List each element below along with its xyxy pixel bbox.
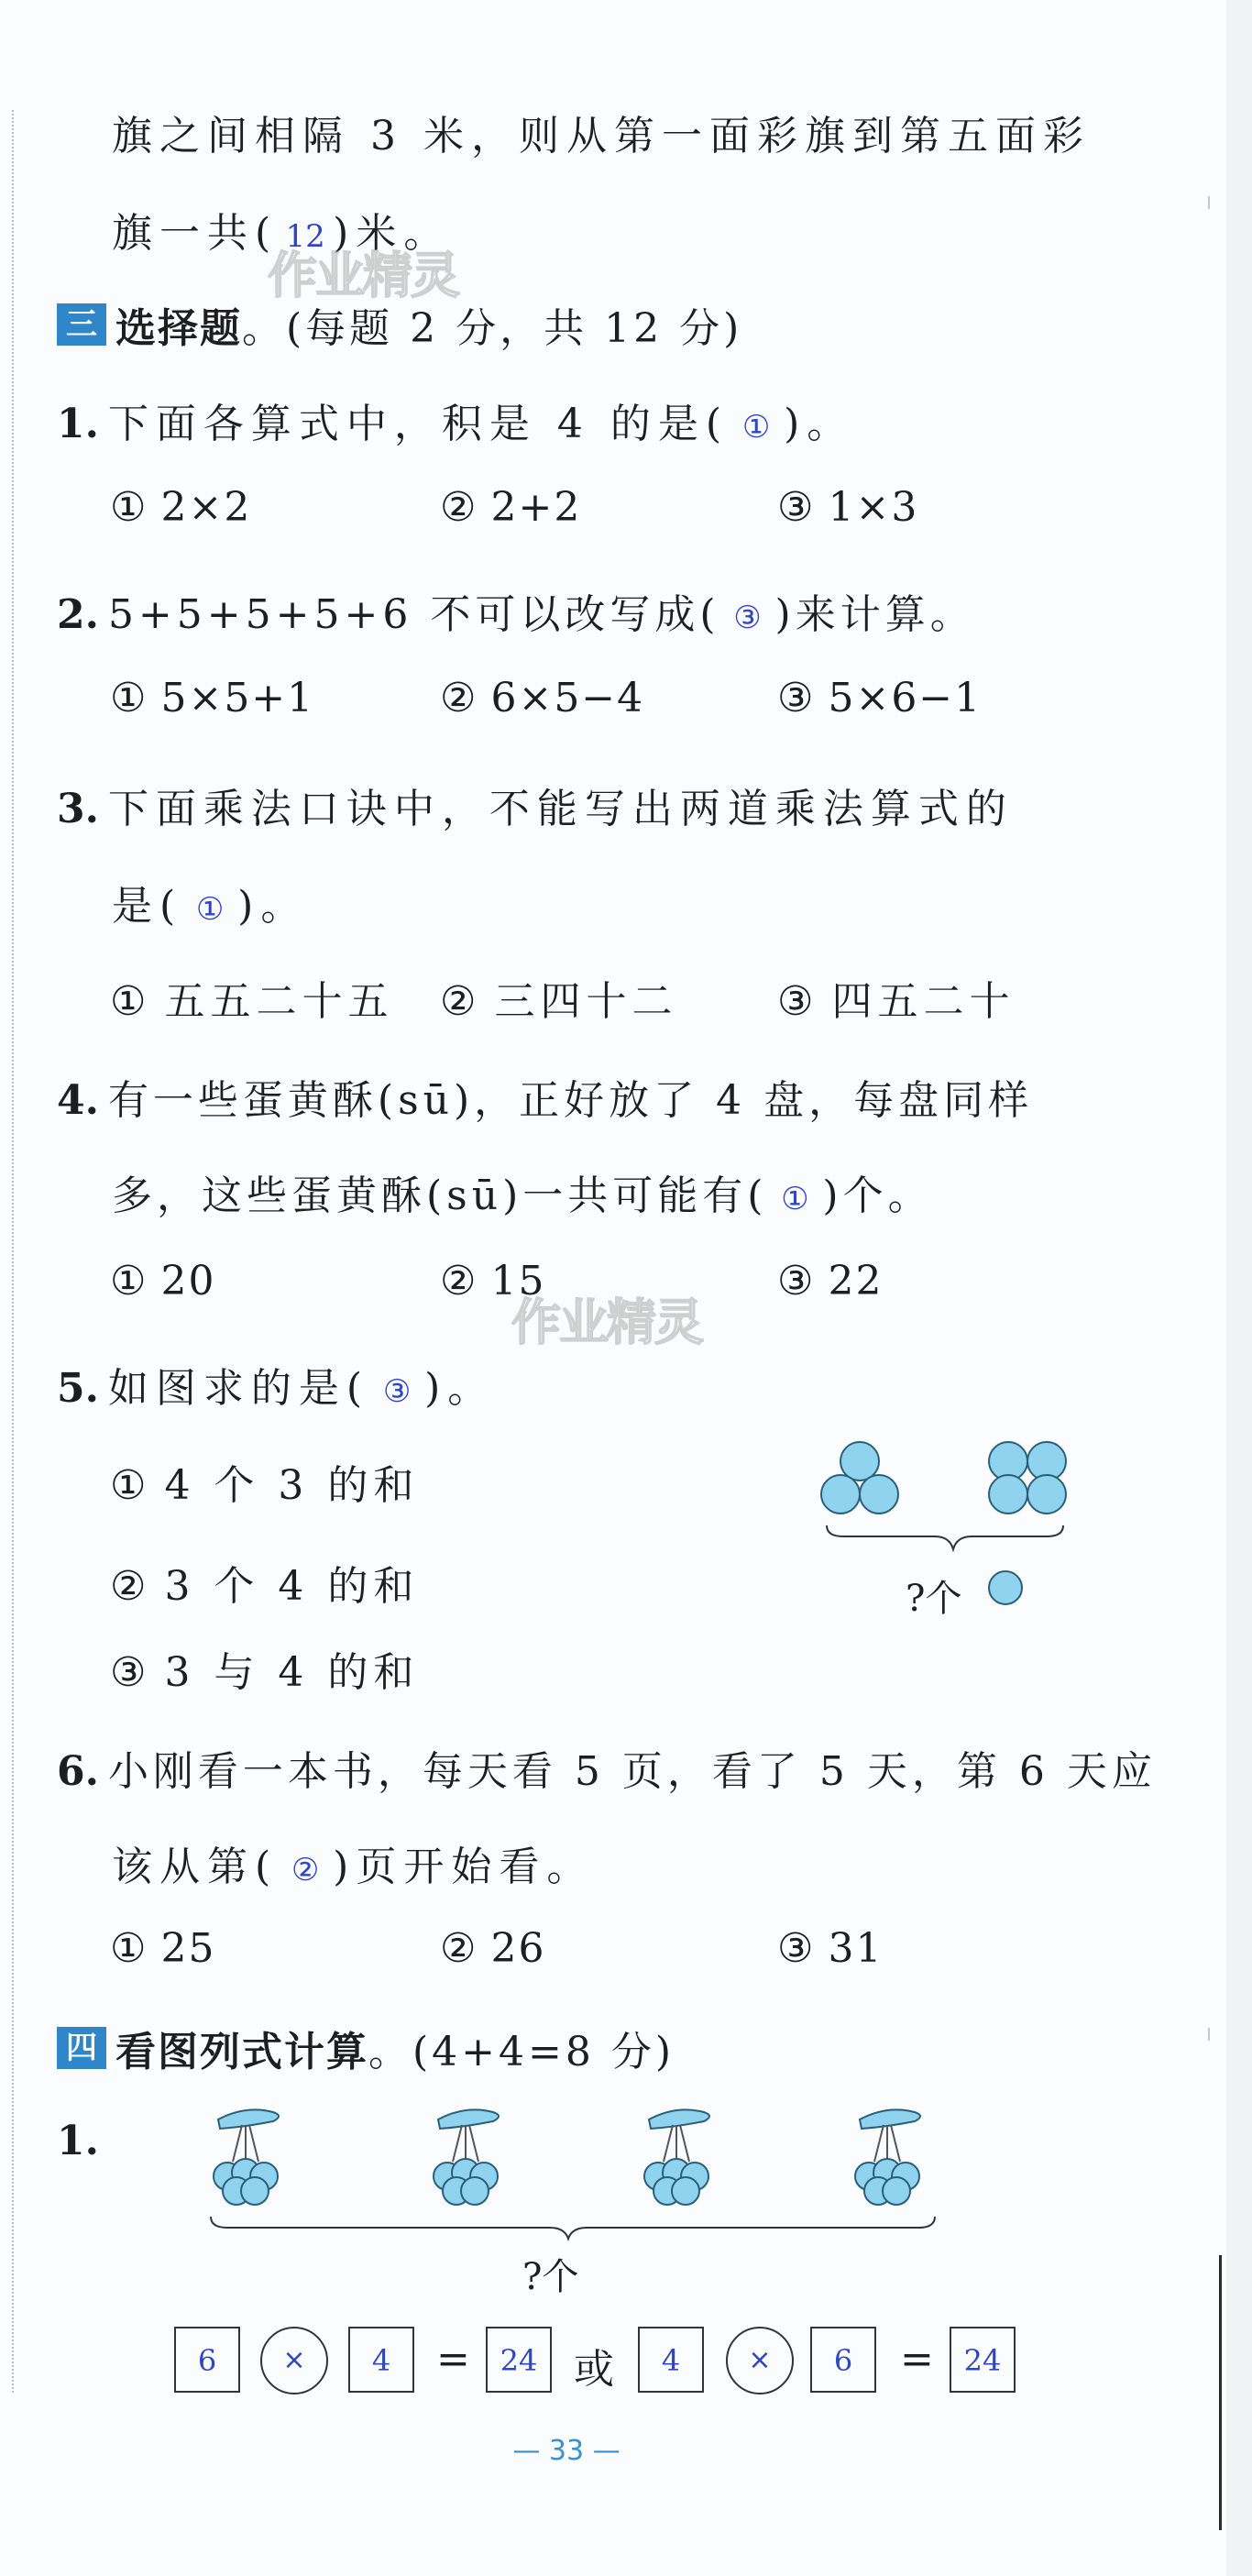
section-title: 看图列式计算 <box>115 2029 368 2075</box>
answer: ③ <box>733 600 762 636</box>
circle-dot <box>821 1475 860 1514</box>
q1-option-1: ① 2×2 <box>110 484 252 531</box>
cherry-bunch <box>855 2109 920 2205</box>
equals-sign: = <box>436 2336 470 2383</box>
section-title: 选择题 <box>115 305 242 352</box>
watermark: 作业精灵 <box>511 1294 702 1351</box>
margin-mark <box>1208 196 1210 209</box>
q6-option-1: ① 25 <box>110 1925 216 1972</box>
circle-dot <box>840 1442 879 1481</box>
intro-line-2: 旗一共( 12 )米。 <box>112 210 452 257</box>
q1-option-2: ② 2+2 <box>440 484 582 531</box>
q4-option-2: ② 15 <box>440 1258 546 1305</box>
section-note: 。(每题 2 分，共 12 分) <box>242 305 743 352</box>
equals-sign: = <box>900 2336 934 2383</box>
intro-line-1: 旗之间相隔 3 米，则从第一面彩旗到第五面彩 <box>112 113 1091 160</box>
q3-option-1: ① 五五二十五 <box>110 978 394 1025</box>
q3-option-3: ③ 四五二十 <box>777 978 1016 1025</box>
question-4-line-2: 多，这些蛋黄酥(sū)一共可能有( ① )个。 <box>112 1172 933 1219</box>
answer: ① <box>195 891 225 928</box>
answer: ① <box>741 409 771 446</box>
or-word: 或 <box>574 2346 614 2393</box>
q5-option-2: ② 3 个 4 的和 <box>110 1563 420 1610</box>
brace <box>827 1525 1063 1549</box>
cherry-bunch <box>434 2109 499 2205</box>
q1-option-3: ③ 1×3 <box>777 484 919 531</box>
q6-option-3: ③ 31 <box>777 1925 884 1972</box>
question-3-line-2: 是( ① )。 <box>112 883 309 930</box>
q6-option-2: ② 26 <box>440 1925 546 1972</box>
answer: ① <box>781 1181 809 1217</box>
question-5: 5. 如图求的是( ③ )。 <box>57 1365 496 1412</box>
cherry-bunch <box>644 2109 709 2205</box>
question-3: 3. 下面乘法口诀中，不能写出两道乘法算式的 <box>57 786 1014 832</box>
answer-box: 4 <box>348 2327 414 2393</box>
question-4: 4. 有一些蛋黄酥(sū)，正好放了 4 盘，每盘同样 <box>57 1077 1034 1124</box>
operator-circle: × <box>726 2327 794 2394</box>
q5-option-1: ① 4 个 3 的和 <box>110 1462 420 1509</box>
question-2: 2. 5+5+5+5+6 不可以改写成( ③ )来计算。 <box>57 591 975 638</box>
circle-dot <box>1027 1475 1066 1514</box>
cherry-bunch <box>214 2109 279 2205</box>
question-6: 6. 小刚看一本书，每天看 5 页，看了 5 天，第 6 天应 <box>57 1748 1157 1795</box>
binding-line <box>12 110 14 2393</box>
section-three-header <box>57 295 742 354</box>
figure-label: ?个 <box>906 1578 962 1620</box>
page-edge <box>1226 0 1252 2576</box>
answer-box: 24 <box>950 2327 1016 2393</box>
q4-option-3: ③ 22 <box>777 1258 884 1305</box>
answer-box: 6 <box>810 2327 876 2393</box>
q2-option-1: ① 5×5+1 <box>110 675 315 721</box>
section-note: 。(4+4=8 分) <box>368 2029 675 2075</box>
q5-option-3: ③ 3 与 4 的和 <box>110 1649 420 1696</box>
watermark: 作业精灵 <box>268 247 458 304</box>
page-number: — 33 — <box>512 2435 621 2467</box>
figure-label: ?个 <box>522 2256 579 2298</box>
circle-dot <box>989 1475 1027 1514</box>
circle-dot <box>860 1475 898 1514</box>
section-marker: 三 <box>57 303 106 346</box>
answer-box: 24 <box>486 2327 552 2393</box>
question-6-line-2: 该从第( ② )页开始看。 <box>112 1844 595 1890</box>
q3-option-2: ② 三四十二 <box>440 978 678 1025</box>
brace <box>211 2217 935 2239</box>
problem-1-number: 1. <box>57 2118 99 2164</box>
page-shadow-edge <box>1219 2255 1222 2530</box>
answer: 12 <box>285 218 325 255</box>
cherries-figure <box>202 2099 953 2246</box>
answer-box: 6 <box>174 2327 240 2393</box>
q4-option-1: ① 20 <box>110 1258 216 1305</box>
question-1: 1. 下面各算式中，积是 4 的是( ① )。 <box>57 401 855 447</box>
answer-box: 4 <box>638 2327 704 2393</box>
margin-mark <box>1208 2028 1210 2041</box>
circle-dot <box>989 1571 1022 1604</box>
section-marker: 四 <box>57 2027 106 2069</box>
answer: ③ <box>382 1373 412 1410</box>
q2-option-3: ③ 5×6−1 <box>777 675 983 721</box>
operator-circle: × <box>260 2327 328 2394</box>
section-four-header <box>57 2019 675 2077</box>
q2-option-2: ② 6×5−4 <box>440 675 645 721</box>
answer: ② <box>291 1852 320 1888</box>
